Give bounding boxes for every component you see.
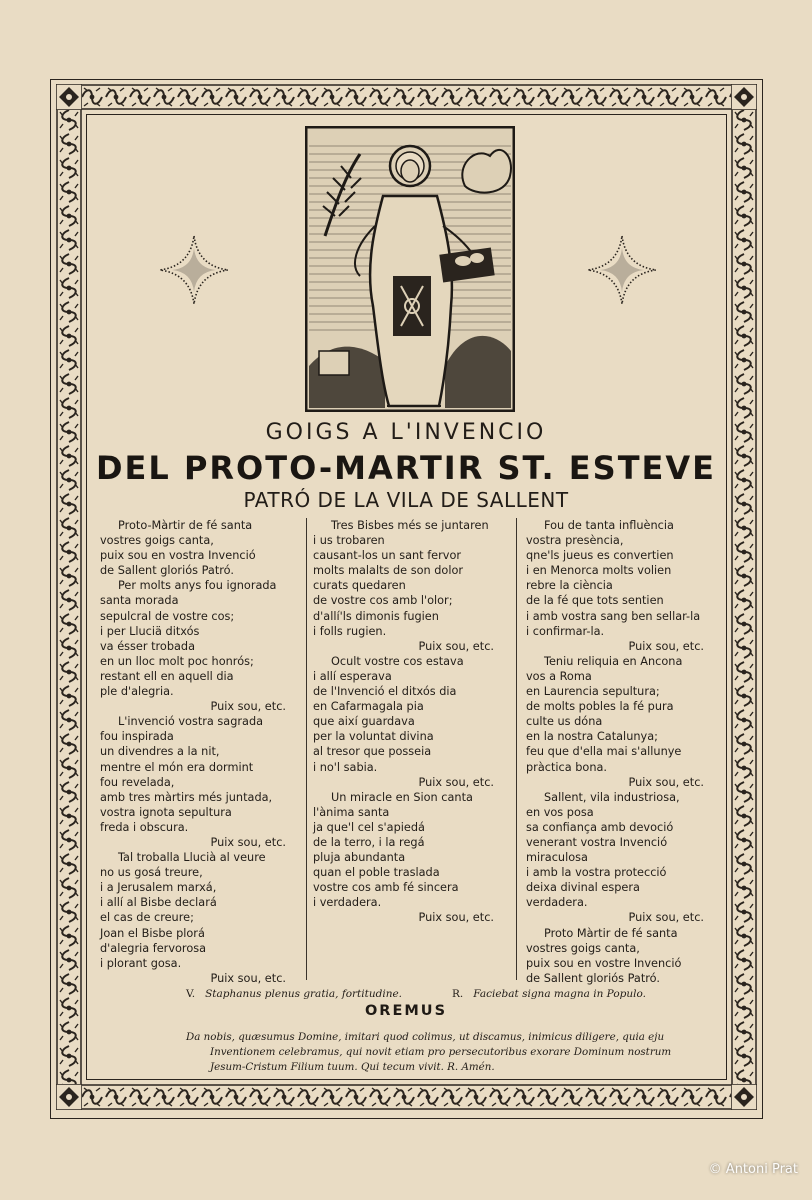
verse-line: de Sallent gloriós Patró. (526, 971, 660, 985)
versicle (186, 988, 402, 1000)
verse-line: un divendres a la nit, (100, 745, 220, 759)
star-ornament-right (586, 234, 658, 306)
verse-line: i en Menorca molts volien (526, 564, 672, 578)
refrain-line: Puix sou, etc. (210, 971, 286, 985)
response-text: Faciebat signa magna in Populo. (473, 988, 646, 1000)
verse-line: Proto Màrtir de fé santa (544, 926, 678, 940)
verse-line: i verdadera. (313, 896, 382, 910)
verse-line: vostres goigs canta, (100, 534, 214, 548)
verse-line: miraculosa (526, 851, 588, 865)
verse-line: el cas de creure; (100, 911, 194, 925)
refrain-line: Puix sou, etc. (628, 775, 704, 789)
verse-line: Tres Bisbes més se juntaren (331, 519, 489, 532)
verse-line: restant ell en aquell dia (100, 669, 234, 683)
verse-line: fou inspirada (100, 730, 174, 744)
verse-column-1 (100, 518, 300, 986)
refrain-line: Puix sou, etc. (210, 700, 286, 714)
verse-line: Proto-Màrtir de fé santa (118, 519, 253, 532)
versicle-text: Staphanus plenus gratia, fortitudine. (205, 988, 403, 1000)
verse-line: puix sou en vostra Invenció (100, 549, 256, 563)
corner-ornament-bottom-left (56, 1084, 82, 1110)
verse-line: al tresor que posseia (313, 745, 432, 759)
verse-line: i amb vostra sang ben sellar-la (526, 609, 701, 623)
photo-credit: © Antoni Prat (708, 1162, 798, 1177)
verse-line: de molts pobles la fé pura (526, 700, 674, 714)
verse-line: Per molts anys fou ignorada (118, 579, 277, 593)
oremus-heading: OREMUS (364, 1003, 448, 1019)
refrain-line: Puix sou, etc. (418, 775, 494, 789)
verse-line: L'invenció vostra sagrada (118, 715, 264, 729)
verse-line: i allí al Bisbe declará (100, 896, 217, 910)
verse-line: pluja abundanta (313, 851, 406, 865)
ornament-border-bottom (56, 1084, 757, 1110)
verse-line: en Cafarmagala pia (313, 700, 424, 714)
response (452, 988, 646, 1000)
verse-line: de la terro, i la regá (313, 835, 425, 849)
verse-line: deixa divinal espera (526, 881, 640, 895)
corner-ornament-bottom-right (731, 1084, 757, 1110)
verse-line: en un lloc molt poc honrós; (100, 654, 254, 668)
verse-line: Sallent, vila industriosa, (544, 790, 680, 804)
verse-line: i per Lluciä ditxós (100, 624, 200, 638)
verse-line: Teniu reliquia en Ancona (544, 654, 683, 668)
verse-line: verdadera. (526, 896, 588, 910)
verse-line: i plorant gosa. (100, 956, 182, 970)
ornament-border-left (56, 84, 82, 1110)
ornament-border-right (731, 84, 757, 1110)
column-divider-1 (306, 518, 307, 980)
verse-column-2 (313, 518, 508, 926)
verse-line: en vos posa (526, 805, 594, 819)
verse-line: sa confiança amb devoció (526, 820, 674, 834)
verse-line: pràctica bona. (526, 760, 607, 774)
verse-line: i us trobaren (313, 534, 385, 548)
prayer-line-1: Da nobis, quæsumus Domine, imitari quod colimus, ut discamus, inimicus diligere, quia eju (186, 1031, 665, 1043)
verse-line: rebre la ciència (526, 579, 613, 593)
verse-line: vos a Roma (526, 669, 592, 683)
verse-line: va ésser trobada (100, 639, 196, 653)
verse-line: qne'ls jueus es convertien (526, 549, 674, 563)
column-divider-2 (516, 518, 517, 980)
refrain-line: Puix sou, etc. (210, 835, 286, 849)
refrain-line: Puix sou, etc. (418, 639, 494, 653)
verse-line: de Sallent gloriós Patró. (100, 564, 234, 578)
verse-line: santa morada (100, 594, 179, 608)
verse-line: Joan el Bisbe plorá (100, 926, 205, 940)
verse-column-3 (526, 518, 718, 986)
verse-line: que així guardava (313, 715, 415, 729)
refrain-line: Puix sou, etc. (418, 911, 494, 925)
verse-line: vostra ignota sepultura (100, 805, 232, 819)
verse-line: ple d'alegria. (100, 685, 174, 699)
verse-line: sepulcral de vostre cos; (100, 609, 235, 623)
corner-ornament-top-left (56, 84, 82, 110)
verse-line: ja que'l cel s'apiedá (313, 820, 425, 834)
verse-line: no us gosá treure, (100, 866, 203, 880)
saint-stephen-woodcut (305, 126, 515, 412)
prayer-line-2: Inventionem celebramus, qui novit etiam pro persecutoribus exorare Dominum nostrum (210, 1046, 672, 1058)
verse-line: Fou de tanta influència (544, 519, 674, 532)
versicle-label: V. (186, 988, 196, 1000)
verse-line: d'allí'ls dimonis fugien (313, 609, 439, 623)
verse-line: molts malalts de son dolor (313, 564, 464, 578)
verse-line: i confirmar-la. (526, 624, 605, 638)
verse-line: per la voluntat divina (313, 730, 434, 744)
verse-line: curats quedaren (313, 579, 406, 593)
verse-line: de vostre cos amb l'olor; (313, 594, 453, 608)
verse-line: de la fé que tots sentien (526, 594, 664, 608)
verse-line: i allí esperava (313, 669, 392, 683)
ornament-border-top (56, 84, 757, 110)
refrain-line: Puix sou, etc. (628, 911, 704, 925)
verse-line: culte us dóna (526, 715, 603, 729)
corner-ornament-top-right (731, 84, 757, 110)
verse-line: Tal troballa Llucià al veure (118, 851, 266, 865)
verse-line: Un miracle en Sion canta (331, 790, 473, 804)
verse-line: vostra presència, (526, 534, 624, 548)
verse-line: Ocult vostre cos estava (331, 654, 464, 668)
verse-line: i folls rugien. (313, 624, 387, 638)
verse-line: d'alegria fervorosa (100, 941, 207, 955)
verse-line: amb tres màrtirs més juntada, (100, 790, 273, 804)
verse-line: freda i obscura. (100, 820, 189, 834)
verse-line: quan el poble traslada (313, 866, 440, 880)
verse-line: vostres goigs canta, (526, 941, 640, 955)
subtitle-patron: PATRÓ DE LA VILA DE SALLENT (243, 488, 569, 512)
refrain-line: Puix sou, etc. (628, 639, 704, 653)
prayer-line-3: Jesum-Cristum Filium tuum. Qui tecum vivit. R. Amén. (210, 1061, 495, 1073)
verse-line: vostre cos amb fé sincera (313, 881, 459, 895)
star-ornament-left (158, 234, 230, 306)
verse-line: i amb la vostra protecció (526, 866, 667, 880)
verse-line: feu que d'ella mai s'allunye (526, 745, 682, 759)
verse-line: de l'Invenció el ditxós dia (313, 685, 457, 699)
verse-line: i no'l sabia. (313, 760, 378, 774)
verse-line: mentre el món era dormint (100, 760, 254, 774)
verse-line: i a Jerusalem marxá, (100, 881, 217, 895)
title-goigs: GOIGS A L'INVENCIO (265, 420, 547, 445)
verse-line: causant-los un sant fervor (313, 549, 462, 563)
verse-line: venerant vostra Invenció (526, 835, 668, 849)
verse-line: l'ànima santa (313, 805, 390, 819)
title-main: DEL PROTO-MARTIR ST. ESTEVE (95, 449, 716, 487)
verse-line: en Laurencia sepultura; (526, 685, 660, 699)
verse-line: fou revelada, (100, 775, 175, 789)
response-label: R. (452, 988, 464, 1000)
verse-line: puix sou en vostre Invenció (526, 956, 682, 970)
verse-line: en la nostra Catalunya; (526, 730, 658, 744)
